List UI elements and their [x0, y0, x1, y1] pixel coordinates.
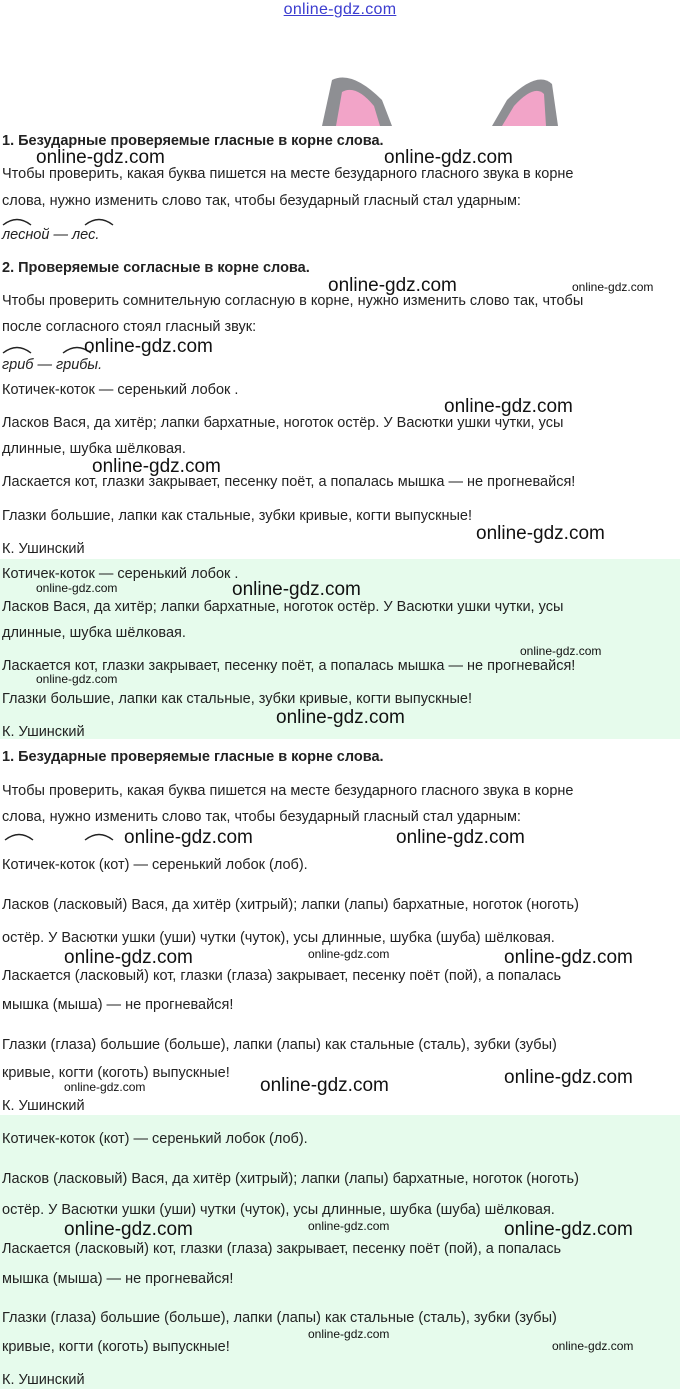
watermark: online-gdz.com: [444, 396, 573, 417]
watermark: online-gdz.com: [396, 827, 525, 848]
poem-line: Ласков Вася, да хитёр; лапки бархатные, ноготок остёр. У Васютки ушки чутки, усы: [2, 415, 564, 431]
watermark: online-gdz.com: [36, 147, 165, 168]
rule2-example: гриб — грибы.: [2, 357, 103, 373]
poem-line: длинные, шубка шёлковая.: [2, 625, 186, 641]
poem-line: Котичек-коток — серенький лобок .: [2, 382, 239, 398]
poem-author: К. Ушинский: [2, 541, 85, 557]
check-line: остёр. У Васютки ушки (уши) чутки (чуток), усы длинные, шубка (шуба) шёлковая.: [2, 1202, 555, 1218]
watermark: online-gdz.com: [308, 1219, 390, 1233]
poem-line: Ласков Вася, да хитёр; лапки бархатные, ноготок остёр. У Васютки ушки чутки, усы: [2, 599, 564, 615]
check-line: мышка (мыша) — не прогневайся!: [2, 997, 234, 1013]
poem-author: К. Ушинский: [2, 724, 85, 740]
check-line: кривые, когти (коготь) выпускные!: [2, 1065, 230, 1081]
poem-author: К. Ушинский: [2, 1372, 85, 1388]
watermark: online-gdz.com: [476, 523, 605, 544]
rule1-text: Чтобы проверить, какая буква пишется на месте безударного гласного звука в корне: [2, 783, 574, 799]
rule2-heading: 2. Проверяемые согласные в корне слова.: [2, 260, 310, 276]
watermark: online-gdz.com: [308, 947, 390, 961]
watermark: online-gdz.com: [36, 672, 118, 686]
watermark: online-gdz.com: [520, 644, 602, 658]
watermark: online-gdz.com: [328, 275, 457, 296]
watermark: online-gdz.com: [124, 827, 253, 848]
rule1-heading: 1. Безударные проверяемые гласные в корне слова.: [2, 133, 384, 149]
check-line: Ласкается (ласковый) кот, глазки (глаза) закрывает, песенку поёт (пой), а попалась: [2, 1241, 562, 1257]
watermark: online-gdz.com: [232, 579, 361, 600]
root-arc: [84, 218, 114, 226]
site-title[interactable]: online-gdz.com: [283, 1, 397, 18]
check-line: Глазки (глаза) большие (больше), лапки (лапы) как стальные (сталь), зубки (зубы): [2, 1037, 557, 1053]
watermark: online-gdz.com: [64, 1219, 193, 1240]
poem-line: Глазки большие, лапки как стальные, зубки кривые, когти выпускные!: [2, 508, 472, 524]
rule1-example: лесной — лес.: [2, 227, 100, 243]
check-line: мышка (мыша) — не прогневайся!: [2, 1271, 234, 1287]
watermark: online-gdz.com: [36, 581, 118, 595]
root-arc: [2, 218, 32, 226]
check-line: остёр. У Васютки ушки (уши) чутки (чуток), усы длинные, шубка (шуба) шёлковая.: [2, 930, 555, 946]
rule1-text: Чтобы проверить, какая буква пишется на месте безударного гласного звука в корне: [2, 166, 574, 182]
watermark: online-gdz.com: [384, 147, 513, 168]
watermark: online-gdz.com: [64, 1080, 146, 1094]
check-line: Глазки (глаза) большие (больше), лапки (лапы) как стальные (сталь), зубки (зубы): [2, 1310, 557, 1326]
rule1-heading: 1. Безударные проверяемые гласные в корне слова.: [2, 749, 384, 765]
watermark: online-gdz.com: [504, 947, 633, 968]
rule1-text: слова, нужно изменить слово так, чтобы безударный гласный стал ударным:: [2, 193, 521, 209]
root-arc: [2, 346, 32, 354]
poem-author: К. Ушинский: [2, 1098, 85, 1114]
watermark: online-gdz.com: [504, 1219, 633, 1240]
watermark: online-gdz.com: [504, 1067, 633, 1088]
check-line: Котичек-коток (кот) — серенький лобок (лоб).: [2, 1131, 308, 1147]
watermark: online-gdz.com: [260, 1075, 389, 1096]
rule1-text: слова, нужно изменить слово так, чтобы безударный гласный стал ударным:: [2, 809, 521, 825]
check-line: Ласков (ласковый) Вася, да хитёр (хитрый); лапки (лапы) бархатные, ноготок (ноготь): [2, 1171, 579, 1187]
poem-line: длинные, шубка шёлковая.: [2, 441, 186, 457]
rule2-text: Чтобы проверить сомнительную согласную в корне, нужно изменить слово так, чтобы: [2, 293, 584, 309]
watermark: online-gdz.com: [276, 707, 405, 728]
watermark: online-gdz.com: [64, 947, 193, 968]
poem-line: Котичек-коток — серенький лобок .: [2, 566, 239, 582]
root-arc: [84, 833, 114, 841]
check-line: Котичек-коток (кот) — серенький лобок (лоб).: [2, 857, 308, 873]
check-line: Ласков (ласковый) Вася, да хитёр (хитрый); лапки (лапы) бархатные, ноготок (ноготь): [2, 897, 579, 913]
poem-line: Ласкается кот, глазки закрывает, песенку поёт, а попалась мышка — не прогневайся!: [2, 474, 576, 490]
cat-ears-image: [322, 70, 562, 126]
watermark: online-gdz.com: [84, 336, 213, 357]
poem-line: Глазки большие, лапки как стальные, зубки кривые, когти выпускные!: [2, 691, 472, 707]
root-arc: [4, 833, 34, 841]
watermark: online-gdz.com: [92, 456, 221, 477]
watermark: online-gdz.com: [308, 1327, 390, 1341]
watermark: online-gdz.com: [572, 280, 654, 294]
poem-line: Ласкается кот, глазки закрывает, песенку поёт, а попалась мышка — не прогневайся!: [2, 658, 576, 674]
check-line: кривые, когти (коготь) выпускные!: [2, 1339, 230, 1355]
watermark: online-gdz.com: [552, 1339, 634, 1353]
check-line: Ласкается (ласковый) кот, глазки (глаза) закрывает, песенку поёт (пой), а попалась: [2, 968, 562, 984]
rule2-text: после согласного стоял гласный звук:: [2, 319, 257, 335]
